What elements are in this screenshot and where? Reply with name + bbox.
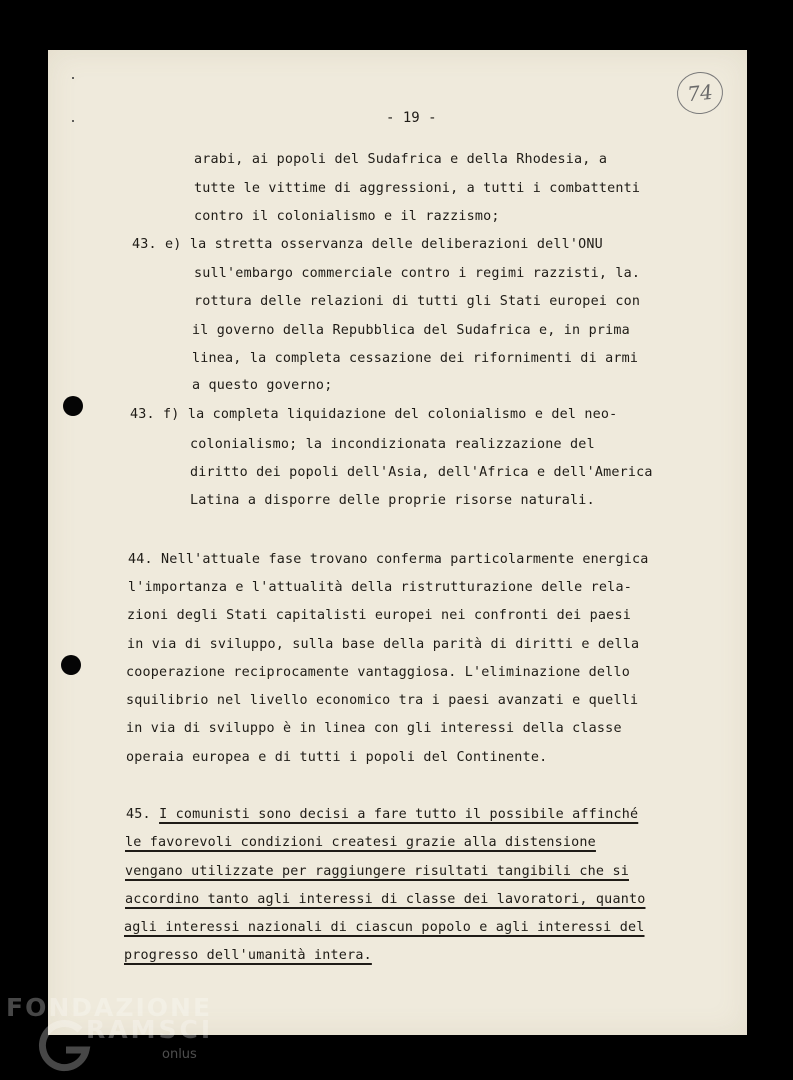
underlined-text-line: agli interessi nazionali di ciascun popolo e agli interessi del [124, 920, 645, 935]
text-line [126, 807, 638, 822]
text-line: diritto dei popoli dell'Asia, dell'Africa e dell'America [190, 465, 653, 480]
text-line: a questo governo; [192, 378, 333, 393]
archive-page-mark: 74 [675, 70, 725, 117]
text-line: tutte le vittime di aggressioni, a tutti i combattenti [194, 181, 641, 196]
text-line: in via di sviluppo, sulla base della parità di diritti e della [127, 637, 640, 652]
watermark-subtitle: RAMSCI [86, 1015, 214, 1044]
text-line: sull'embargo commerciale contro i regimi razzisti, la. [194, 266, 641, 281]
text-line: operaia europea e di tutti i popoli del Continente. [126, 750, 548, 765]
text-line: il governo della Repubblica del Sudafrica e, in prima [192, 323, 630, 338]
paragraph-number: 45. [126, 807, 160, 822]
text-line: cooperazione reciprocamente vantaggiosa. L'eliminazione dello [126, 665, 630, 680]
text-line: in via di sviluppo è in linea con gli interessi della classe [126, 721, 622, 736]
page-number: - 19 - [386, 110, 437, 126]
text-line: 43. e) la stretta osservanza delle deliberazioni dell'ONU [132, 237, 603, 252]
document-page [48, 50, 747, 1035]
punch-hole [63, 396, 83, 416]
paper-speck [72, 77, 74, 79]
text-line: l'importanza e l'attualità della ristrutturazione delle rela- [128, 580, 632, 595]
text-line: Latina a disporre delle proprie risorse naturali. [190, 493, 595, 508]
watermark-g-logo-icon [36, 1020, 92, 1072]
watermark-title: FONDAZIONE [6, 993, 213, 1022]
underlined-text-line: progresso dell'umanità intera. [124, 948, 372, 963]
underlined-text: I comunisti sono decisi a fare tutto il possibile affinché [159, 807, 639, 822]
text-line: linea, la completa cessazione dei rifornimenti di armi [192, 351, 639, 366]
text-line: colonialismo; la incondizionata realizzazione del [190, 437, 595, 452]
underlined-text-line: vengano utilizzate per raggiungere risultati tangibili che si [125, 864, 629, 879]
text-line: contro il colonialismo e il razzismo; [194, 209, 500, 224]
underlined-text-line: accordino tanto agli interessi di classe dei lavoratori, quanto [125, 892, 646, 907]
punch-hole [61, 655, 81, 675]
text-line: zioni degli Stati capitalisti europei nei confronti dei paesi [127, 608, 631, 623]
text-line: squilibrio nel livello economico tra i paesi avanzati e quelli [126, 693, 639, 708]
text-line: 44. Nell'attuale fase trovano conferma particolarmente energica [128, 552, 649, 567]
underlined-text-line: le favorevoli condizioni createsi grazie alla distensione [125, 835, 596, 850]
text-line: 43. f) la completa liquidazione del colonialismo e del neo- [130, 407, 618, 422]
text-line: rottura delle relazioni di tutti gli Stati europei con [194, 294, 641, 309]
paper-speck [72, 120, 74, 122]
text-line: arabi, ai popoli del Sudafrica e della Rhodesia, a [194, 152, 608, 167]
watermark-onlus: onlus [162, 1047, 197, 1062]
